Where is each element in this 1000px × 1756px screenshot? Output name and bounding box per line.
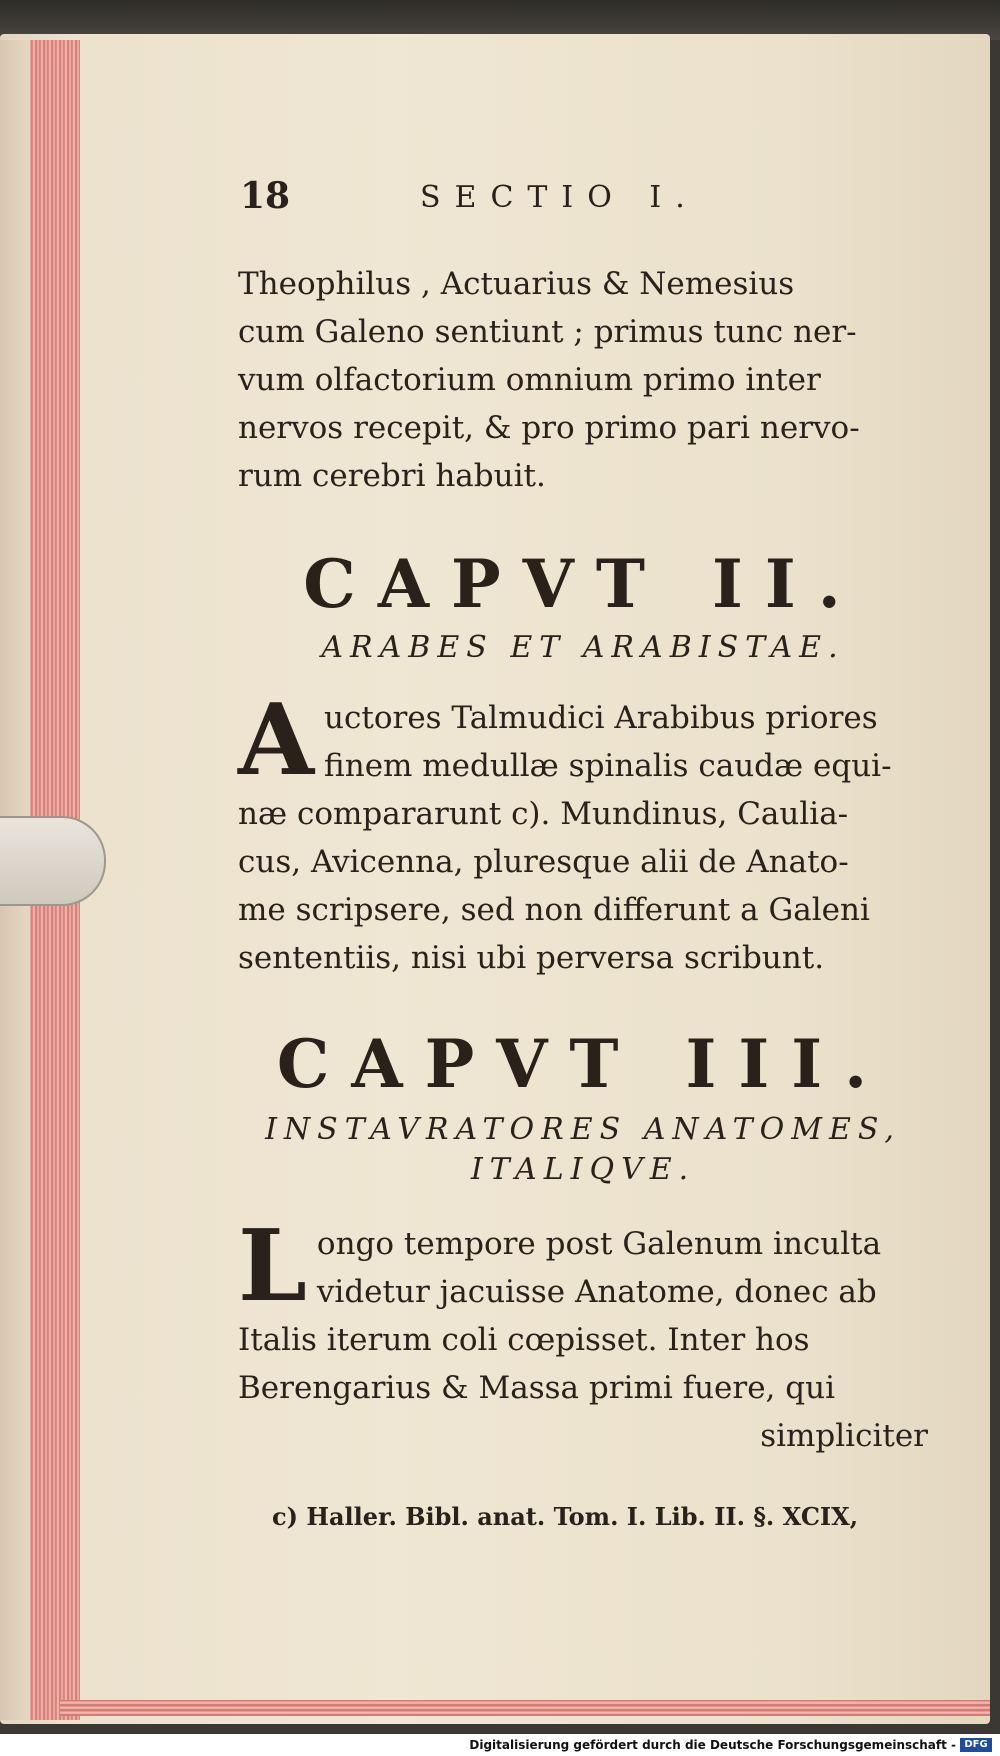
chapter-2-heading: CAPVT II. (303, 545, 863, 623)
para2-line: uctores Talmudici Arabibus priores (324, 700, 878, 736)
para2-line: cus, Avicenna, pluresque alii de Anato- (238, 844, 849, 880)
para1-line: cum Galeno sentiunt ; primus tunc ner- (238, 314, 857, 350)
para1-line: Theophilus , Actuarius & Nemesius (238, 266, 795, 302)
drop-cap-l: L (238, 1209, 307, 1324)
para2-line: me scripsere, sed non differunt a Galeni (238, 892, 870, 928)
drop-cap-a: A (238, 683, 315, 798)
chapter-3-heading: CAPVT III. (276, 1025, 890, 1103)
dfg-logo: DFG (960, 1738, 992, 1752)
para1-line: rum cerebri habuit. (238, 458, 546, 494)
chapter-3-subtitle-line2: ITALIQVE. (470, 1152, 696, 1187)
digitization-credit: Digitalisierung gefördert durch die Deutsche Forschungsgemeinschaft - (469, 1738, 956, 1752)
footnote: c) Haller. Bibl. anat. Tom. I. Lib. II. §. XCIX, (272, 1502, 859, 1531)
para1-line: nervos recepit, & pro primo pari nervo- (238, 410, 860, 446)
bookmark-ribbon[interactable] (0, 816, 106, 906)
chapter-2-subtitle: ARABES ET ARABISTAE. (321, 630, 845, 665)
para3-line: Berengarius & Massa primi fuere, qui (238, 1370, 835, 1406)
para3-line: videtur jacuisse Anatome, donec ab (316, 1274, 877, 1310)
paragraph-1 (238, 260, 928, 500)
page-number: 18 (240, 175, 291, 217)
para2-line: sententiis, nisi ubi perversa scribunt. (238, 940, 825, 976)
paragraph-2 (238, 683, 928, 982)
red-bottom-edge (60, 1700, 990, 1716)
catchword: simpliciter (760, 1418, 928, 1454)
para3-line: Italis iterum coli cœpisset. Inter hos (238, 1322, 810, 1358)
chapter-3-subtitle-line1: INSTAVRATORES ANATOMES, (265, 1112, 901, 1147)
para1-line: vum olfactorium omnium primo inter (238, 362, 821, 398)
running-header: SECTIO I. (420, 180, 699, 215)
para2-line: næ compararunt c). Mundinus, Caulia- (238, 796, 849, 832)
paragraph-3 (238, 1209, 928, 1460)
para3-line: ongo tempore post Galenum inculta (316, 1226, 882, 1262)
para2-line: finem medullæ spinalis caudæ equi- (324, 748, 892, 784)
